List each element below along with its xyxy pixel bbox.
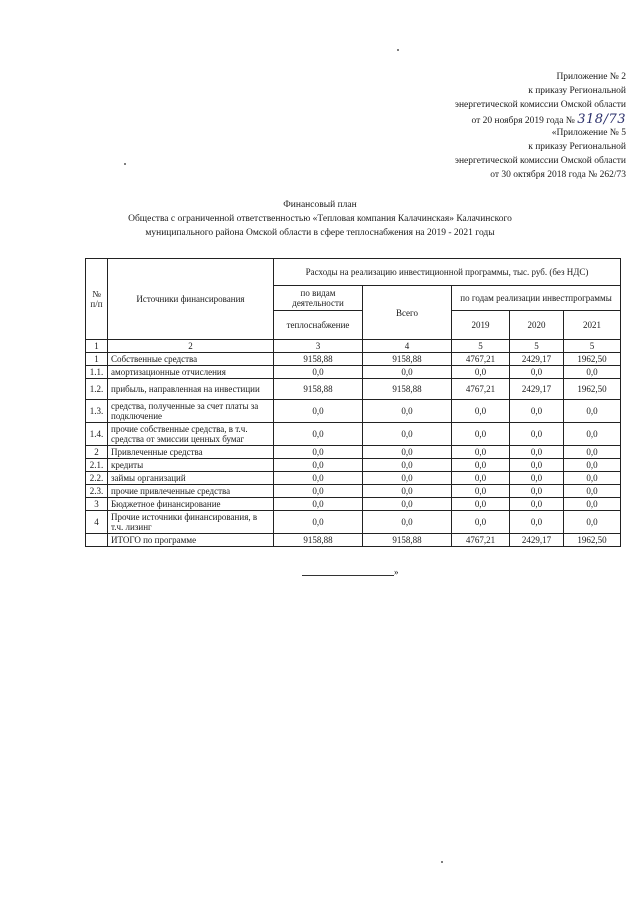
- row-total: 0,0: [363, 366, 452, 379]
- row-total: 9158,88: [363, 353, 452, 366]
- order-date-2: от 30 октября 2018 года № 262/73: [490, 170, 626, 180]
- order-reference: к приказу Региональной: [528, 86, 626, 96]
- row-total: 0,0: [363, 511, 452, 534]
- row-year-2021: 0,0: [564, 472, 621, 485]
- row-number: 2.1.: [86, 459, 108, 472]
- row-year-2021: 0,0: [564, 423, 621, 446]
- header-by-years: по годам реализации инвестпрограммы: [452, 286, 621, 311]
- closing-quote: »: [394, 567, 399, 577]
- table-row: [86, 400, 621, 423]
- commission-name-2: энергетической комиссии Омской области: [454, 156, 626, 166]
- row-year-2021: 1962,50: [564, 353, 621, 366]
- row-year-2020: 0,0: [510, 472, 564, 485]
- row-year-2020: 0,0: [510, 446, 564, 459]
- header-expenses: Расходы на реализацию инвестиционной программы, тыс. руб. (без НДС): [274, 259, 621, 286]
- row-source-name: Прочие источники финансирования, в т.ч. лизинг: [108, 511, 274, 534]
- row-number: [86, 534, 108, 547]
- row-number: 3: [86, 498, 108, 511]
- column-number: 5: [564, 340, 621, 353]
- column-number-row: [86, 340, 621, 353]
- appendix-5-number: «Приложение № 5: [551, 128, 626, 138]
- row-number: 4: [86, 511, 108, 534]
- row-year-2019: 0,0: [452, 511, 510, 534]
- row-year-2019: 4767,21: [452, 379, 510, 400]
- table-row: [86, 511, 621, 534]
- row-year-2021: 1962,50: [564, 534, 621, 547]
- row-source-name: амортизационные отчисления: [108, 366, 274, 379]
- header-year-2021: 2021: [564, 311, 621, 340]
- row-source-name: Бюджетное финансирование: [108, 498, 274, 511]
- header-total: Всего: [363, 286, 452, 340]
- row-year-2020: 2429,17: [510, 534, 564, 547]
- row-year-2021: 1962,50: [564, 379, 621, 400]
- row-source-name: прибыль, направленная на инвестиции: [108, 379, 274, 400]
- row-year-2020: 0,0: [510, 459, 564, 472]
- table-row: [86, 366, 621, 379]
- row-year-2020: 2429,17: [510, 353, 564, 366]
- row-heat-supply: 9158,88: [274, 379, 363, 400]
- row-year-2019: 0,0: [452, 485, 510, 498]
- row-number: 2.3.: [86, 485, 108, 498]
- row-number: 2: [86, 446, 108, 459]
- row-total: 0,0: [363, 423, 452, 446]
- row-source-name: займы организаций: [108, 472, 274, 485]
- table-row: [86, 459, 621, 472]
- row-total: 0,0: [363, 400, 452, 423]
- row-year-2019: 0,0: [452, 400, 510, 423]
- header-heat-supply: теплоснабжение: [274, 311, 363, 340]
- row-heat-supply: 0,0: [274, 423, 363, 446]
- row-source-name: прочие собственные средства, в т.ч. средства от эмиссии ценных бумаг: [108, 423, 274, 446]
- table-row: [86, 534, 621, 547]
- row-year-2021: 0,0: [564, 400, 621, 423]
- row-heat-supply: 0,0: [274, 400, 363, 423]
- row-year-2021: 0,0: [564, 446, 621, 459]
- row-year-2019: 0,0: [452, 498, 510, 511]
- row-source-name: Привлеченные средства: [108, 446, 274, 459]
- column-number: 5: [510, 340, 564, 353]
- row-year-2021: 0,0: [564, 485, 621, 498]
- title-line-2: Общества с ограниченной ответственностью «Тепловая компания Калачинская» Калачинского: [128, 214, 512, 224]
- row-year-2021: 0,0: [564, 498, 621, 511]
- scan-speck: [397, 49, 399, 51]
- table-row: [86, 485, 621, 498]
- row-year-2020: 0,0: [510, 400, 564, 423]
- row-total: 0,0: [363, 485, 452, 498]
- row-total: 0,0: [363, 472, 452, 485]
- commission-name: энергетической комиссии Омской области: [454, 100, 626, 110]
- row-heat-supply: 0,0: [274, 366, 363, 379]
- order-date-line: [471, 112, 626, 127]
- row-year-2019: 4767,21: [452, 534, 510, 547]
- row-year-2020: 0,0: [510, 366, 564, 379]
- row-source-name: кредиты: [108, 459, 274, 472]
- order-reference-2: к приказу Региональной: [528, 142, 626, 152]
- header-year-2019: 2019: [452, 311, 510, 340]
- row-heat-supply: 9158,88: [274, 353, 363, 366]
- column-number: 4: [363, 340, 452, 353]
- row-heat-supply: 0,0: [274, 485, 363, 498]
- row-number: 1: [86, 353, 108, 366]
- handwritten-order-number: 318/73: [577, 112, 626, 127]
- row-heat-supply: 0,0: [274, 511, 363, 534]
- row-year-2020: 0,0: [510, 485, 564, 498]
- row-year-2019: 0,0: [452, 472, 510, 485]
- row-heat-supply: 9158,88: [274, 534, 363, 547]
- header-year-2020: 2020: [510, 311, 564, 340]
- table-row: [86, 446, 621, 459]
- row-source-name: Собственные средства: [108, 353, 274, 366]
- row-year-2019: 4767,21: [452, 353, 510, 366]
- financial-plan-table: [85, 258, 621, 547]
- row-number: 1.1.: [86, 366, 108, 379]
- table-row: [86, 423, 621, 446]
- row-number: 1.3.: [86, 400, 108, 423]
- row-source-name: ИТОГО по программе: [108, 534, 274, 547]
- appendix-number: Приложение № 2: [556, 72, 626, 82]
- closing-line: [302, 575, 394, 576]
- header-by-type: по видам деятельности: [274, 286, 363, 311]
- title-line-1: Финансовый план: [283, 200, 357, 210]
- row-total: 0,0: [363, 498, 452, 511]
- row-year-2019: 0,0: [452, 366, 510, 379]
- table-row: [86, 353, 621, 366]
- column-number: 3: [274, 340, 363, 353]
- table-row: [86, 472, 621, 485]
- scan-speck: [441, 861, 443, 863]
- row-heat-supply: 0,0: [274, 446, 363, 459]
- row-source-name: прочие привлеченные средства: [108, 485, 274, 498]
- row-total: 9158,88: [363, 534, 452, 547]
- row-year-2020: 0,0: [510, 423, 564, 446]
- title-line-3: муниципального района Омской области в сфере теплоснабжения на 2019 - 2021 годы: [145, 228, 495, 238]
- row-total: 0,0: [363, 459, 452, 472]
- row-year-2021: 0,0: [564, 511, 621, 534]
- row-year-2019: 0,0: [452, 459, 510, 472]
- table-row: [86, 379, 621, 400]
- table-row: [86, 498, 621, 511]
- row-year-2020: 2429,17: [510, 379, 564, 400]
- order-date-prefix: от 20 ноября 2019 года №: [471, 116, 575, 126]
- row-source-name: средства, полученные за счет платы за подключение: [108, 400, 274, 423]
- row-number: 2.2.: [86, 472, 108, 485]
- row-heat-supply: 0,0: [274, 498, 363, 511]
- column-number: 1: [86, 340, 108, 353]
- column-number: 2: [108, 340, 274, 353]
- row-number: 1.2.: [86, 379, 108, 400]
- header-source: Источники финансирования: [108, 259, 274, 340]
- header-number: № п/п: [86, 259, 108, 340]
- row-total: 9158,88: [363, 379, 452, 400]
- row-year-2019: 0,0: [452, 423, 510, 446]
- row-number: 1.4.: [86, 423, 108, 446]
- row-heat-supply: 0,0: [274, 459, 363, 472]
- row-year-2019: 0,0: [452, 446, 510, 459]
- column-number: 5: [452, 340, 510, 353]
- row-year-2021: 0,0: [564, 459, 621, 472]
- row-year-2020: 0,0: [510, 511, 564, 534]
- scan-speck: [124, 163, 126, 165]
- row-year-2020: 0,0: [510, 498, 564, 511]
- row-total: 0,0: [363, 446, 452, 459]
- row-year-2021: 0,0: [564, 366, 621, 379]
- row-heat-supply: 0,0: [274, 472, 363, 485]
